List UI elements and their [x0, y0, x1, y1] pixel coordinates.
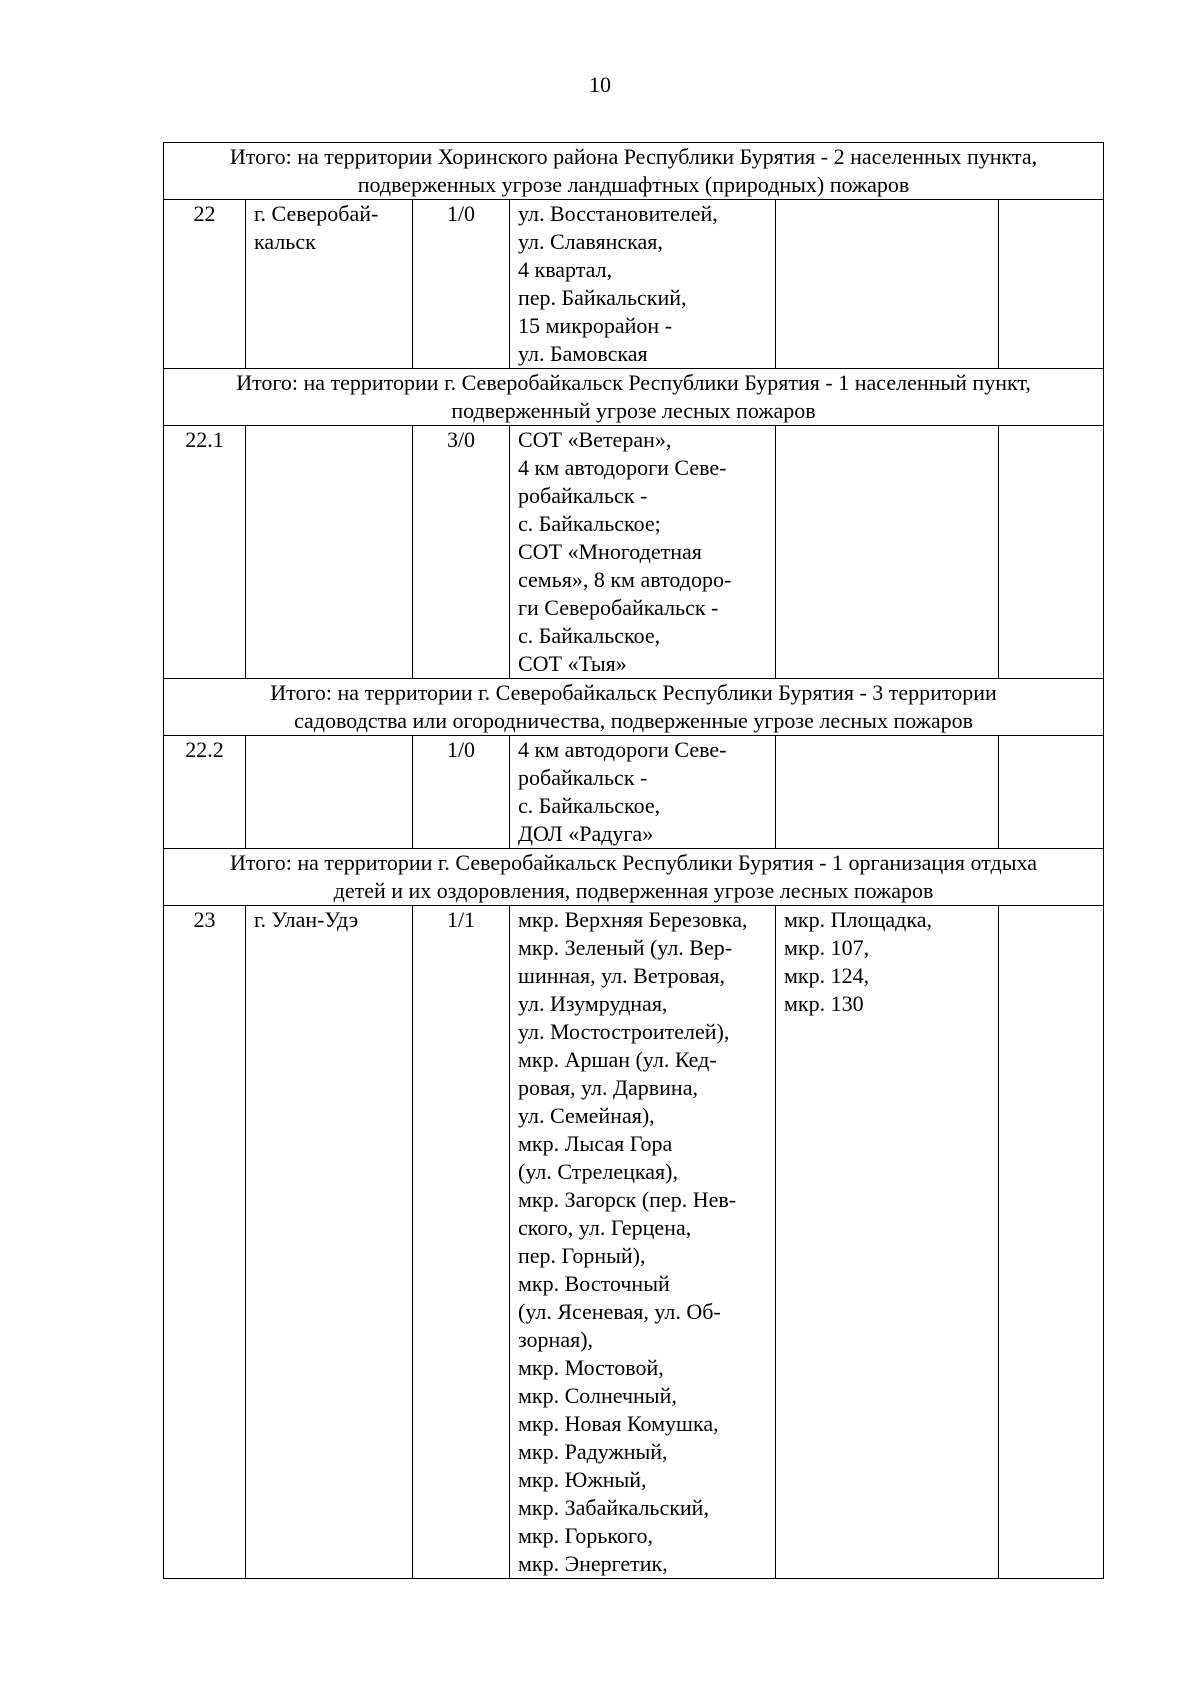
summary-row — [164, 143, 1104, 200]
row-number: 22.2 — [164, 736, 246, 849]
extra-cell — [999, 906, 1104, 1579]
forest-fire-areas-cell: мкр. Верхняя Березовка, мкр. Зеленый (ул. Вер- шинная, ул. Ветровая, ул. Изумрудная, ул. Мостостроителей), мкр. Аршан (ул. Кед- ровая, ул. Дарвина, ул. Семейная), мкр. Лысая Гора (ул. Стрелецкая), мкр. Загорск (пер. Нев- ского, ул. Герцена, пер. Горный), мкр. Восточный (ул. Ясеневая, ул. Об- зорная), мкр. Мостовой, мкр. Солнечный, мкр. Новая Комушка, мкр. Радужный, мкр. Южный, мкр. Забайкальский, мкр. Горького, мкр. Энергетик, — [510, 906, 776, 1579]
table-row — [164, 200, 1104, 369]
summary-text: Итого: на территории г. Северобайкальск Республики Бурятия - 1 организация отдыха детей и их оздоровления, подверженная угрозе лесных пожаров — [164, 849, 1104, 906]
other-fire-areas-cell — [776, 200, 999, 369]
row-number: 23 — [164, 906, 246, 1579]
objects-count-cell: 1/0 — [413, 736, 510, 849]
locality-cell: г. Улан-Удэ — [246, 906, 413, 1579]
forest-fire-areas-cell: ул. Восстановителей, ул. Славянская, 4 квартал, пер. Байкальский, 15 микрорайон - ул. Бамовская — [510, 200, 776, 369]
row-number: 22.1 — [164, 426, 246, 679]
extra-cell — [999, 200, 1104, 369]
summary-text: Итого: на территории г. Северобайкальск Республики Бурятия - 3 территории садоводства или огородничества, подверженные угрозе лесных пожаров — [164, 679, 1104, 736]
settlements-table — [163, 142, 1104, 1579]
other-fire-areas-cell — [776, 736, 999, 849]
objects-count-cell: 3/0 — [413, 426, 510, 679]
table-row — [164, 736, 1104, 849]
forest-fire-areas-cell: СОТ «Ветеран», 4 км автодороги Севе- робайкальск - с. Байкальское; СОТ «Многодетная семья», 8 км автодоро- ги Северобайкальск - с. Байкальское, СОТ «Тыя» — [510, 426, 776, 679]
locality-cell — [246, 736, 413, 849]
summary-text: Итого: на территории г. Северобайкальск Республики Бурятия - 1 населенный пункт, подверженный угрозе лесных пожаров — [164, 369, 1104, 426]
other-fire-areas-cell — [776, 426, 999, 679]
objects-count-cell: 1/1 — [413, 906, 510, 1579]
other-fire-areas-cell: мкр. Площадка, мкр. 107, мкр. 124, мкр. 130 — [776, 906, 999, 1579]
forest-fire-areas-cell: 4 км автодороги Севе- робайкальск - с. Байкальское, ДОЛ «Радуга» — [510, 736, 776, 849]
table-row — [164, 906, 1104, 1579]
extra-cell — [999, 426, 1104, 679]
objects-count-cell: 1/0 — [413, 200, 510, 369]
locality-cell — [246, 426, 413, 679]
summary-text: Итого: на территории Хоринского района Республики Бурятия - 2 населенных пункта, подверженных угрозе ландшафтных (природных) пожаров — [164, 143, 1104, 200]
page-number: 10 — [589, 72, 611, 97]
summary-row — [164, 679, 1104, 736]
summary-row — [164, 849, 1104, 906]
locality-cell: г. Северобай- кальск — [246, 200, 413, 369]
extra-cell — [999, 736, 1104, 849]
row-number: 22 — [164, 200, 246, 369]
table-row — [164, 426, 1104, 679]
summary-row — [164, 369, 1104, 426]
